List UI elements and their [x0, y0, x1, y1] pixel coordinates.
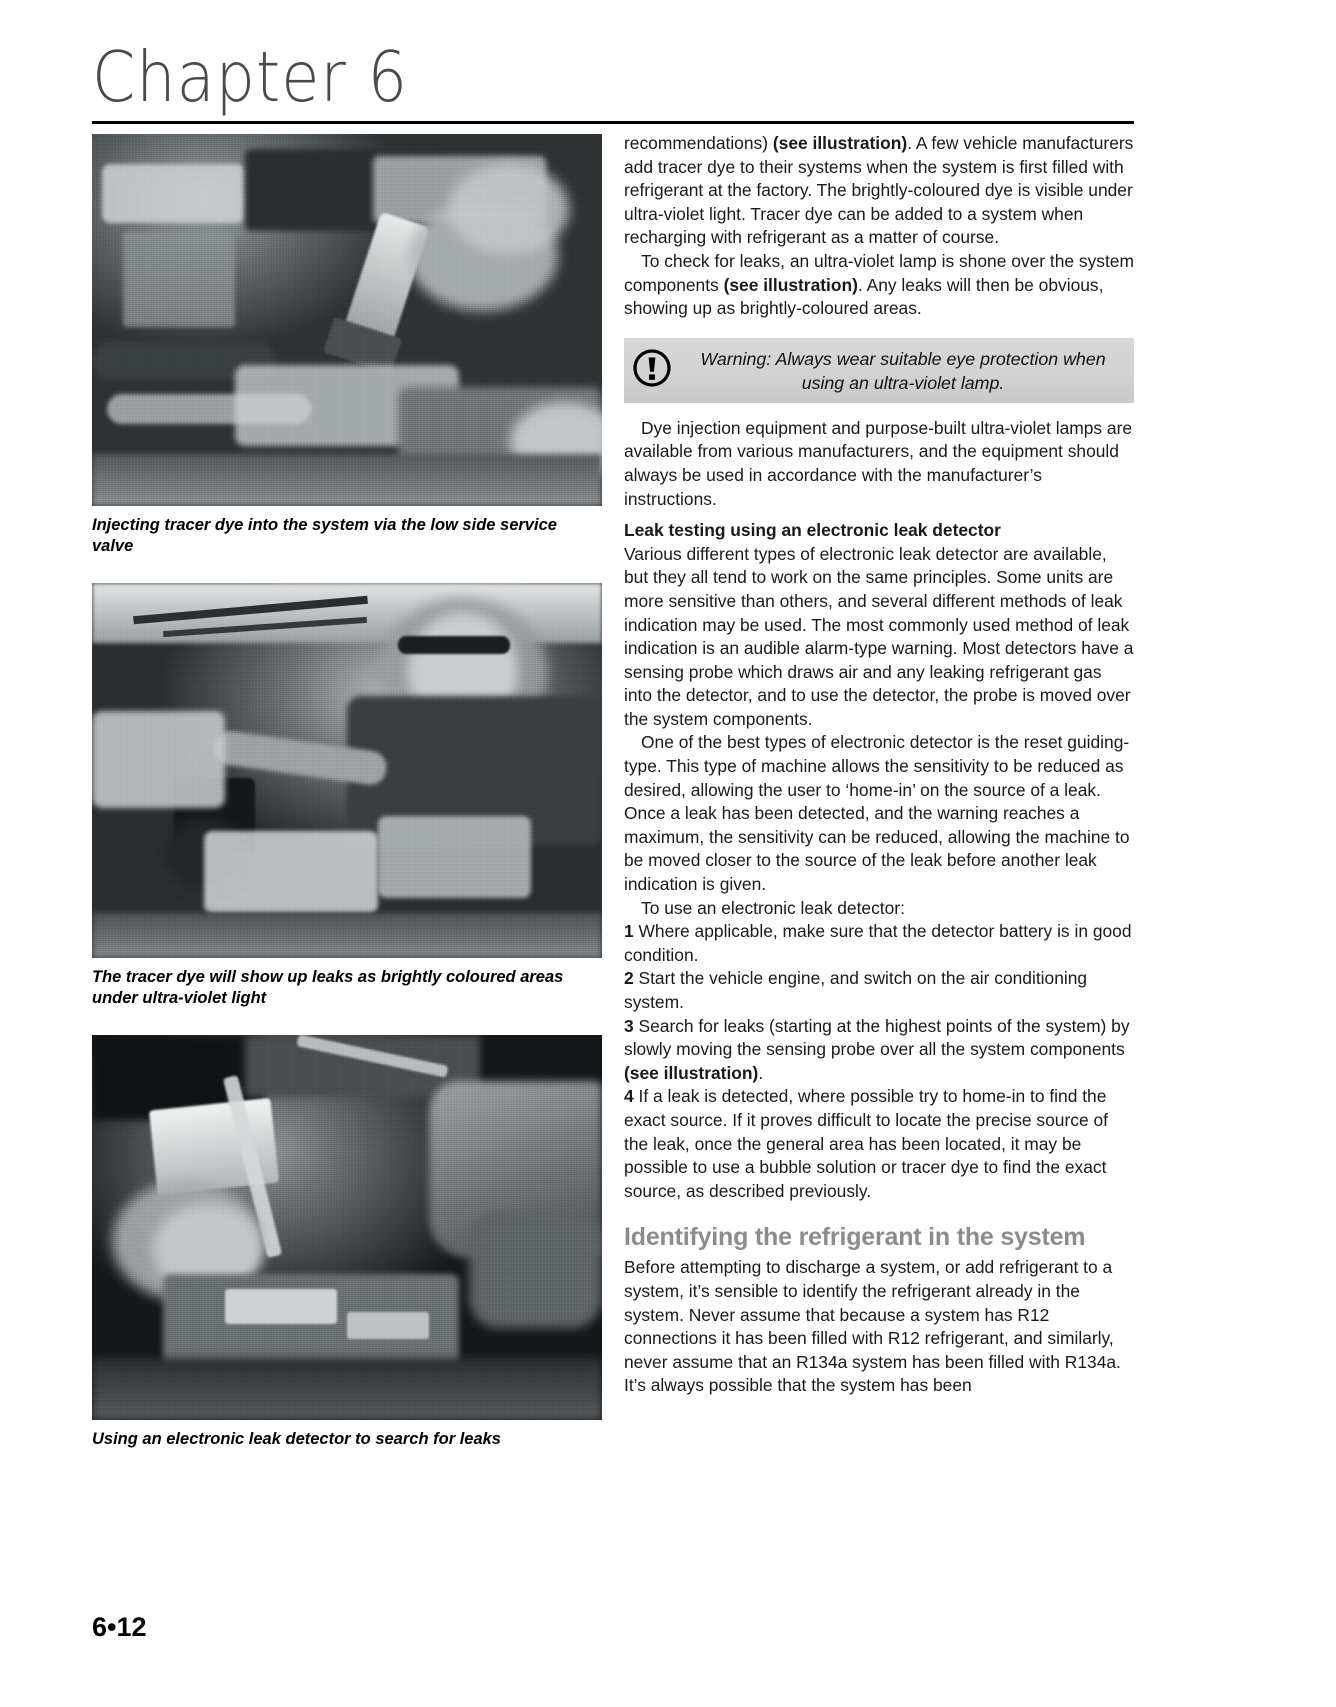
header-divider: [92, 121, 1134, 124]
paragraph-text: To check for leaks, an ultra-violet lamp is shone over the system components: [624, 250, 1134, 295]
figure-caption: The tracer dye will show up leaks as brightly coloured areas under ultra-violet light: [92, 968, 564, 1007]
step-text: Search for leaks (starting at the highest points of the system) by slowly moving the sensing probe over all the system components: [624, 1015, 1130, 1060]
paragraph-uv-check: [624, 250, 1134, 321]
photo-tracer-dye-injection: [92, 134, 602, 506]
paragraph-text: recommendations): [624, 133, 773, 153]
see-illustration-ref: (see illustration): [624, 1062, 759, 1083]
step-text: If a leak is detected, where possible try to home-in to find the exact source. If it proves difficult to locate the precise source of the leak, once the general area has been located, it may be possible to use a bubble solution or tracer dye to find the exact source, as described previously.: [624, 1086, 1108, 1201]
step-number: 4: [624, 1086, 634, 1107]
paragraph-text: . A few vehicle manufacturers add tracer dye to their systems when the system is first filled with refrigerant at the factory. The brightly-coloured dye is visible under ultra-violet light. Tracer dye can be added to a system when recharging with refrigerant as a matter of course.: [624, 133, 1134, 248]
exclamation-circle-icon: [632, 348, 672, 388]
figure-caption: Using an electronic leak detector to search for leaks: [92, 1430, 501, 1448]
figure-uv-leak-inspection: [92, 583, 602, 1009]
figure-caption: Injecting tracer dye into the system via the low side service valve: [92, 516, 557, 555]
photo-uv-leak-inspection: [92, 583, 602, 958]
page-number: 6•12: [92, 1612, 147, 1642]
figure-electronic-leak-detector: [92, 1035, 602, 1450]
paragraph-continued: [624, 132, 1134, 250]
figure-tracer-dye-injection: [92, 134, 602, 557]
step-text: Where applicable, make sure that the detector battery is in good condition.: [624, 921, 1132, 965]
section-heading-identifying-refrigerant: Identifying the refrigerant in the system: [624, 1223, 1086, 1252]
figure-column: [92, 134, 602, 1476]
step-number: 2: [624, 968, 634, 989]
list-item-step: [624, 920, 1134, 967]
paragraph-text: . Any leaks will then be obvious, showing up as brightly-coloured areas.: [624, 274, 1104, 319]
step-text: Start the vehicle engine, and switch on the air conditioning system.: [624, 968, 1088, 1012]
step-text: .: [758, 1062, 764, 1083]
see-illustration-ref: (see illustration): [772, 133, 908, 153]
paragraph-identify-refrigerant: Before attempting to discharge a system, or add refrigerant to a system, it’s sensible to identify the refrigerant already in the system. Never assume that because a system has R12 connections it has been filled with R12 refrigerant, and similarly, never assume that an R134a system has been filled with R134a. It’s always possible that the system has been: [624, 1257, 1121, 1396]
paragraph-reset-guiding: One of the best types of electronic detector is the reset guiding-type. This type of machine allows the sensitivity to be reduced as desired, allowing the user to ‘home-in’ on the source of a leak. Once a leak has been detected, and the warning reaches a maximum, the sensitivity can be reduced, allowing the machine to be moved closer to the source of the leak before another leak indication is given.: [624, 732, 1130, 895]
text-column: [624, 132, 1134, 1398]
warning-text: Warning: Always wear suitable eye protection when using an ultra-violet lamp.: [700, 348, 1106, 393]
list-item-step: [624, 1015, 1134, 1086]
subheading-leak-testing: Leak testing using an electronic leak detector: [624, 520, 1001, 541]
step-number: 3: [624, 1015, 634, 1036]
paragraph-detector-types: Various different types of electronic leak detector are available, but they all tend to work on the same principles. Some units are more sensitive than others, and several different methods of leak indication may be used. The most commonly used method of leak indication is an audible alarm-type warning. Most detectors have a sensing probe which draws air and any leaking refrigerant gas into the detector, and to use the detector, the probe is moved over the system components.: [624, 543, 1134, 729]
list-item-step: [624, 1085, 1134, 1203]
list-item-step: [624, 967, 1134, 1014]
paragraph-to-use-detector: To use an electronic leak detector:: [641, 897, 905, 918]
warning-callout: [624, 338, 1134, 403]
photo-electronic-leak-detector: [92, 1035, 602, 1420]
paragraph-dye-equipment: Dye injection equipment and purpose-built ultra-violet lamps are available from various manufacturers, and the equipment should always be used in accordance with the manufacturer’s instructions.: [624, 417, 1133, 509]
see-illustration-ref: (see illustration): [723, 274, 858, 295]
step-number: 1: [624, 921, 634, 942]
page-title: Chapter 6: [92, 36, 409, 118]
